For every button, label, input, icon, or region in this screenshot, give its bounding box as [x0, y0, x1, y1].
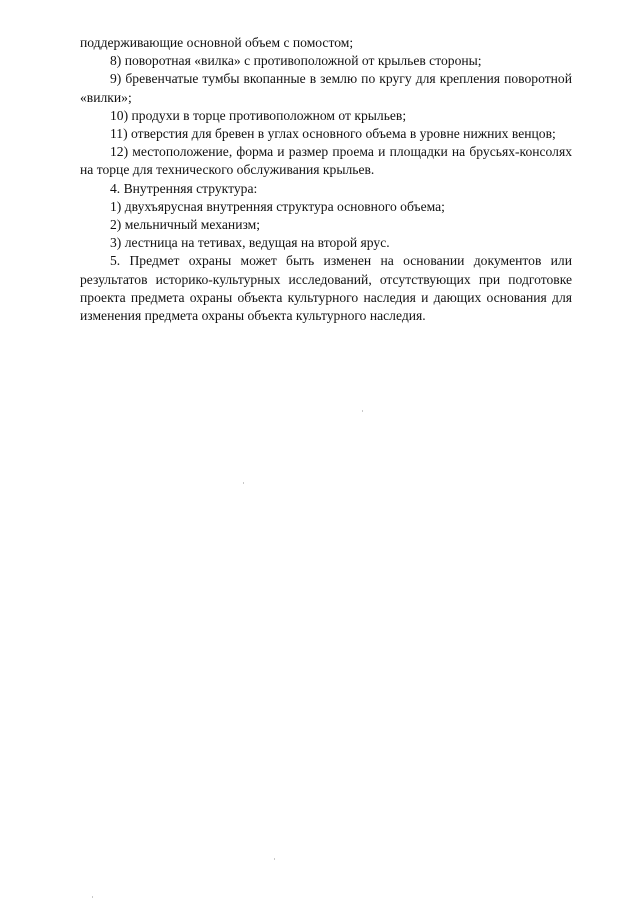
scan-speck: [92, 896, 93, 898]
scan-speck: [362, 410, 363, 412]
list-item-8: 8) поворотная «вилка» с противоположной от крыльев стороны;: [110, 53, 482, 69]
paragraph-continuation: поддерживающие основной объем с помостом;: [80, 35, 354, 50]
scan-speck: [243, 482, 244, 484]
clause-5-paragraph: 5. Предмет охраны может быть изменен на основании документов или результатов историко-культурных исследований, отсутствующих при подготовке проекта предмета охраны объекта культурного наследия и дающих основания для изменения предмета охраны объекта культурного наследия.: [80, 253, 572, 324]
list-item-11: 11) отверстия для бревен в углах основного объема в уровне нижних венцов;: [110, 126, 556, 142]
structure-item-3: 3) лестница на тетивах, ведущая на второй ярус.: [110, 235, 390, 251]
structure-item-1: 1) двухъярусная внутренняя структура основного объема;: [110, 198, 445, 214]
list-item-10: 10) продухи в торце противоположном от крыльев;: [110, 107, 407, 123]
section-heading-internal-structure: 4. Внутренняя структура:: [110, 180, 258, 196]
scan-speck: [274, 858, 275, 860]
list-item-9: 9) бревенчатые тумбы вкопанные в землю по кругу для крепления поворотной «вилки»;: [80, 71, 572, 105]
list-item-12: 12) местоположение, форма и размер проема и площадки на брусьях-консолях на торце для технического обслуживания крыльев.: [80, 144, 572, 178]
document-body: [80, 34, 572, 325]
structure-item-2: 2) мельничный механизм;: [110, 217, 261, 233]
